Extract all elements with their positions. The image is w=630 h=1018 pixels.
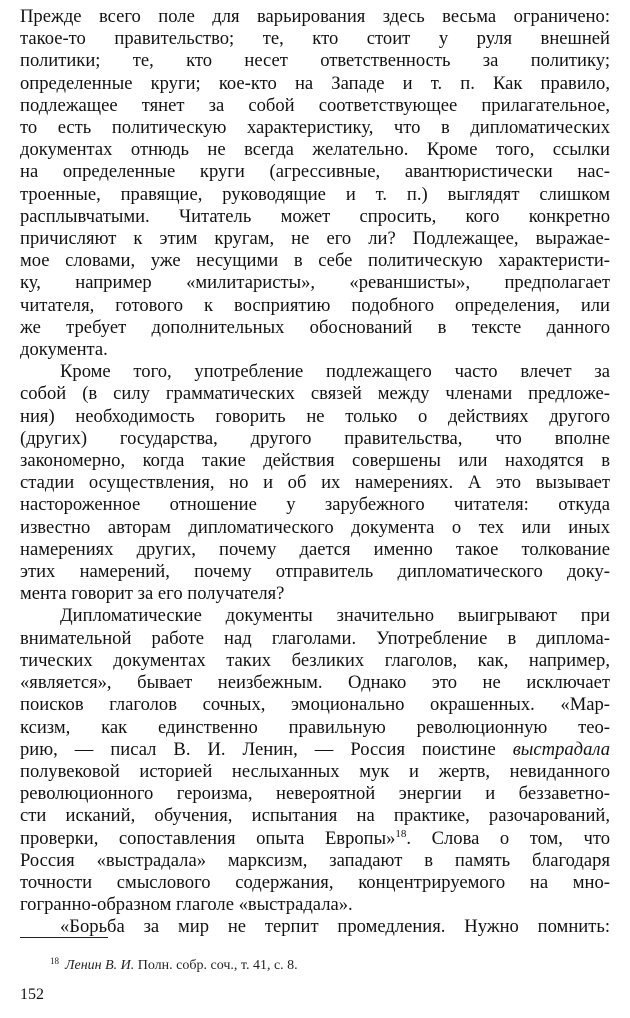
text-line: документах отнюдь не всегда желательно. Кроме того, ссылки [20,139,610,161]
text-line: Россия «выстрадала» марксизм, западают в память благодаря [20,849,610,871]
text-line: революционного героизма, невероятной энергии и беззаветно- [20,783,610,805]
text-line: ксизм, как единственно правильную революционную тео- [20,716,610,738]
paragraph [20,6,610,361]
emphasis: выстрадала [512,738,610,760]
text-line: Кроме того, употребление подлежащего часто влечет за [60,361,610,383]
text-line: стадии осуществления, но и об их намерениях. А это вызывает [20,472,610,494]
text-line: документа. [20,339,108,361]
text-line: собой (в силу грамматических связей между членами предложе- [20,383,610,405]
text-line: Прежде всего поле для варьирования здесь весьма ограничено: [20,6,610,27]
text-line: известно авторам дипломатического документа о тех или иных [20,516,610,538]
footnote-ref: 18 [395,827,407,840]
text-line: проверки, сопоставления опыта Европы»$^{18}$. Слова о том, что [20,827,610,849]
text-line: такое-то правительство; те, кто стоит у руля внешней [20,28,610,50]
text-line: «является», бывает неизбежным. Однако это не исключает [20,672,610,694]
text-line: троенные, правящие, руководящие и т. п.) выглядят слишком [20,183,610,205]
text-line: определенные круги; кое-кто на Западе и т. п. Как правило, [20,72,610,94]
paragraph [20,361,610,605]
text-line: мента говорит за его получателя? [20,583,285,605]
text-line: закономерно, когда такие действия совершены или находятся в [20,450,610,472]
paragraph [20,605,610,916]
text-line: полувековой историей неслыханных мук и жертв, невиданного [20,760,610,782]
text-line: этих намерений, почему отправитель дипломатического доку- [20,561,610,583]
text-line: на определенные круги (агрессивные, авантюристически нас- [20,161,610,183]
footnote-separator [20,937,108,938]
text-line: сти исканий, обучения, испытания на практике, разочарований, [20,805,610,827]
footnote-author: Ленин В. И. [65,958,135,973]
text-line: причисляют к этим кругам, не его ли? Подлежащее, выражае- [20,228,610,250]
footnote-text: Полн. собр. соч., т. 41, с. 8. [137,958,298,973]
text-line: внимательной работе над глаголами. Употребление в диплома- [20,627,610,649]
footnote-number: 18 [50,956,59,966]
text-line: настороженное отношение у зарубежного читателя: откуда [20,494,610,516]
text-line: «Борьба за мир не терпит промедления. Нужно помнить: [60,916,610,938]
text-line: политики; те, кто несет ответственность за политику; [20,50,610,72]
text-line: подлежащее тянет за собой соответствующее прилагательное, [20,94,610,116]
text-line: (других) государства, другого правительства, что вполне [20,427,610,449]
text-line: намерениях других, почему дается именно такое толкование [20,538,610,560]
text-line: мое словами, уже несущими в себе политическую характеристи- [20,250,610,272]
text-line: ния) необходимость говорить не только о действиях другого [20,405,610,427]
footnote [50,952,298,975]
text-line: же требует дополнительных обоснований в тексте данного [20,316,610,338]
text-line: расплывчатыми. Читатель может спросить, кого конкретно [20,205,610,227]
text-line: рию, — писал В. И. Ленин, — Россия поистине выстрадала [20,738,610,760]
text-line: тических документах таких безликих глаголов, как, например, [20,649,610,671]
text-line: то есть политическую характеристику, что в дипломатических [20,117,610,139]
page-number: 152 [20,986,44,1003]
text-line: точности смыслового содержания, концентрируемого на мно- [20,871,610,893]
text-line: Дипломатические документы значительно выигрывают при [60,605,610,627]
paragraph [20,916,610,938]
text-line: ку, например «милитаристы», «реваншисты», предполагает [20,272,610,294]
main-text [20,6,610,939]
text-line: гогранно-образном глаголе «выстрадала». [20,894,353,916]
text-line: читателя, готового к восприятию подобного определения, или [20,294,610,316]
text-line: поисков глаголов сочных, эмоционально окрашенных. «Мар- [20,694,610,716]
